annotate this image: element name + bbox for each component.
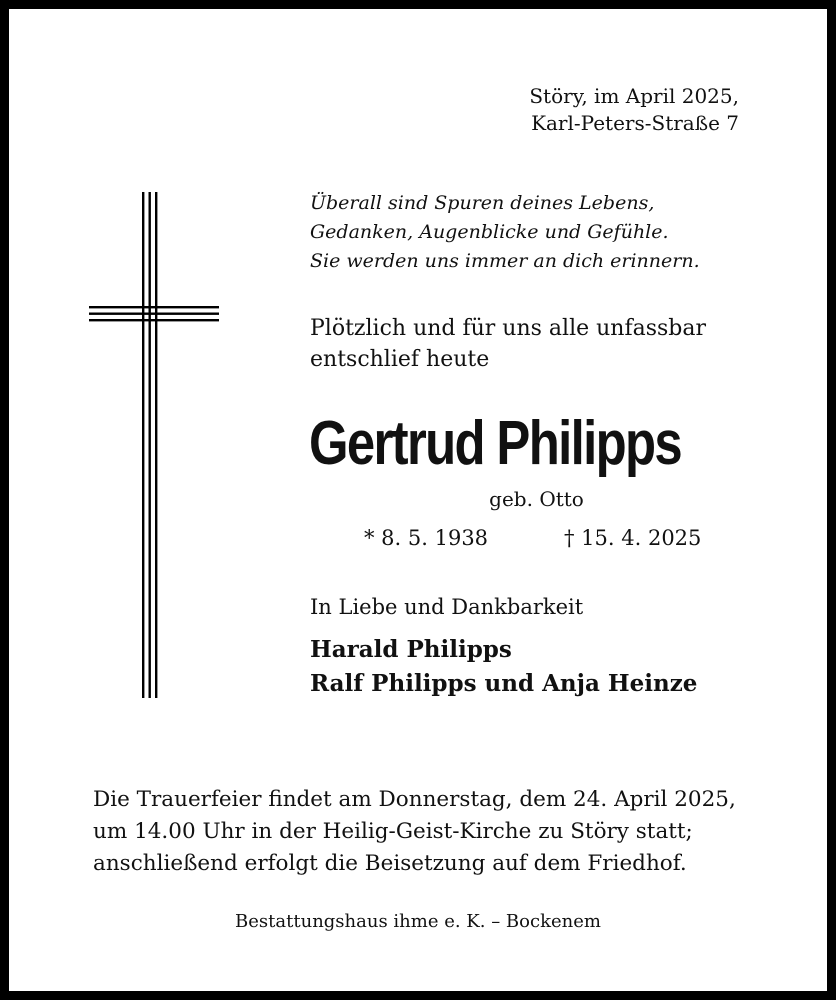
- mourner-name: Ralf Philipps und Anja Heinze: [310, 670, 698, 697]
- death-date: † 15. 4. 2025: [564, 526, 702, 550]
- maiden-name: geb. Otto: [489, 487, 584, 511]
- address: Karl-Peters-Straße 7: [531, 111, 739, 135]
- announcement-intro: [310, 313, 706, 375]
- intro-line: entschlief heute: [310, 347, 490, 372]
- mourners-intro: In Liebe und Dankbarkeit: [310, 595, 584, 619]
- cross-icon: [89, 192, 221, 698]
- funeral-details: [93, 784, 736, 880]
- birth-date: * 8. 5. 1938: [364, 526, 489, 550]
- memorial-quote: [310, 189, 700, 276]
- funeral-line: Die Trauerfeier findet am Donnerstag, dem 24. April 2025,: [93, 787, 736, 812]
- quote-line: Gedanken, Augenblicke und Gefühle.: [310, 221, 669, 243]
- deceased-name: Gertrud Philipps: [309, 409, 682, 478]
- place-date: Störy, im April 2025,: [529, 84, 739, 108]
- mourner-name: Harald Philipps: [310, 636, 512, 663]
- mourners-list: [310, 633, 697, 701]
- intro-line: Plötzlich und für uns alle unfassbar: [310, 316, 707, 341]
- place-date-block: [529, 83, 739, 137]
- quote-line: Sie werden uns immer an dich erinnern.: [310, 250, 700, 272]
- undertaker-credit: Bestattungshaus ihme e. K. – Bockenem: [235, 911, 601, 932]
- funeral-line: anschließend erfolgt die Beisetzung auf dem Friedhof.: [93, 851, 687, 876]
- quote-line: Überall sind Spuren deines Lebens,: [310, 192, 655, 214]
- funeral-line: um 14.00 Uhr in der Heilig-Geist-Kirche zu Störy statt;: [93, 819, 693, 844]
